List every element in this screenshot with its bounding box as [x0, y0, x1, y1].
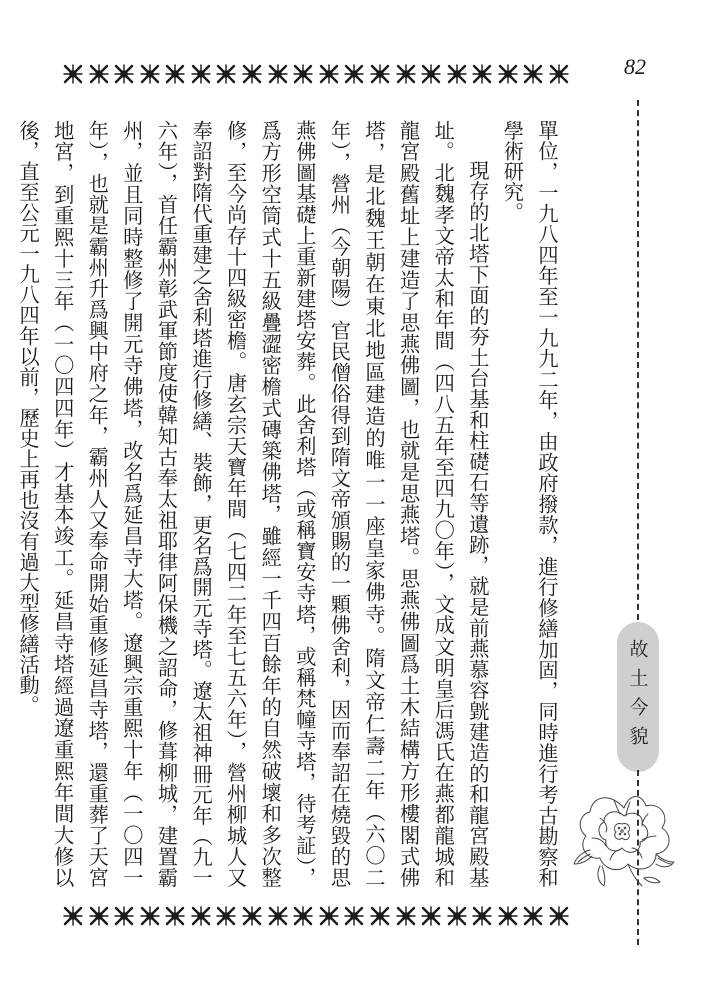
- asterisk-ornament-icon: [548, 63, 570, 85]
- asterisk-ornament-icon: [164, 63, 186, 85]
- asterisk-ornament-icon: [190, 63, 212, 85]
- asterisk-ornament-icon: [62, 905, 84, 927]
- section-tab: [617, 622, 659, 772]
- asterisk-ornament-icon: [369, 63, 391, 85]
- asterisk-ornament-icon: [139, 63, 161, 85]
- asterisk-ornament-icon: [446, 63, 468, 85]
- asterisk-ornament-icon: [113, 905, 135, 927]
- asterisk-ornament-icon: [164, 905, 186, 927]
- asterisk-ornament-icon: [471, 63, 493, 85]
- body-paragraph: 現存的北塔下面的夯土台基和柱礎石等遺跡，就是前燕慕容皝建造的和龍宮殿基址。北魏孝文帝太和年間（四八五年至四九〇年），文成文明皇后馮氏在燕都龍城和龍宮殿舊址上建造了思燕佛圖，也就是思燕塔。思燕佛圖爲土木結構方形樓閣式佛塔，是北魏王朝在東北地區建造的唯一一座皇家佛寺。隋文帝仁壽二年（六〇二年），營州（今朝陽）官民僧俗得到隋文帝頒賜的一顆佛舍利，因而奉詔在燒毀的思燕佛圖基礎上重新建塔安葬。此舍利塔（或稱寶安寺塔，或稱梵幢寺塔，待考証），爲方形空筒式十五級疊澀密檐式磚築佛塔，雖經一千四百餘年的自然破壞和多次整修，至今尚存十四級密檐。唐玄宗天寶年間（七四二年至七五六年），營州柳城人又奉詔對隋代重建之舍利塔進行修繕、裝飾，更名爲開元寺塔。遼太祖神冊元年（九一六年），首任霸州彰武軍節度使韓知古奉太祖耶律阿保機之詔命，修葺柳城，建置霸州，並且同時整修了開元寺佛塔，改名爲延昌寺大塔。遼興宗重熙十年（一〇四一年），也就是霸州升爲興中府之年，霸州人又奉命開始重修延昌寺塔，還重葬了天宮地宮，到重熙十三年（一〇四四年）才基本竣工。延昌寺塔經過遼重熙年間大修以後，直至公元一九八四年以前，歷史上再也沒有過大型修繕活動。: [16, 120, 490, 888]
- asterisk-ornament-icon: [446, 905, 468, 927]
- asterisk-ornament-icon: [369, 905, 391, 927]
- body-paragraph: 單位，一九八四年至一九九二年，由政府撥款，進行修繕加固，同時進行考古勘察和學術研究。: [500, 120, 559, 888]
- asterisk-ornament-icon: [292, 63, 314, 85]
- vertical-body-text: [16, 120, 564, 888]
- asterisk-ornament-icon: [241, 905, 263, 927]
- asterisk-ornament-icon: [88, 905, 110, 927]
- asterisk-ornament-icon: [497, 63, 519, 85]
- asterisk-ornament-icon: [292, 905, 314, 927]
- asterisk-ornament-icon: [343, 63, 365, 85]
- asterisk-ornament-icon: [241, 63, 263, 85]
- section-tab-label: 故土今貌: [626, 639, 649, 755]
- asterisk-ornament-icon: [267, 905, 289, 927]
- asterisk-ornament-icon: [62, 63, 84, 85]
- margin-dashed-line-upper: [637, 100, 639, 620]
- asterisk-ornament-icon: [522, 63, 544, 85]
- top-ornament-border: [62, 62, 570, 86]
- asterisk-ornament-icon: [548, 905, 570, 927]
- asterisk-ornament-icon: [267, 63, 289, 85]
- bottom-ornament-border: [62, 904, 570, 928]
- asterisk-ornament-icon: [215, 63, 237, 85]
- asterisk-ornament-icon: [420, 63, 442, 85]
- asterisk-ornament-icon: [318, 63, 340, 85]
- asterisk-ornament-icon: [497, 905, 519, 927]
- asterisk-ornament-icon: [215, 905, 237, 927]
- asterisk-ornament-icon: [471, 905, 493, 927]
- page-number: 82: [624, 54, 646, 79]
- asterisk-ornament-icon: [190, 905, 212, 927]
- asterisk-ornament-icon: [318, 905, 340, 927]
- asterisk-ornament-icon: [113, 63, 135, 85]
- asterisk-ornament-icon: [343, 905, 365, 927]
- asterisk-ornament-icon: [420, 905, 442, 927]
- asterisk-ornament-icon: [88, 63, 110, 85]
- peony-flower-icon: [570, 778, 678, 890]
- asterisk-ornament-icon: [395, 905, 417, 927]
- asterisk-ornament-icon: [522, 905, 544, 927]
- asterisk-ornament-icon: [139, 905, 161, 927]
- asterisk-ornament-icon: [395, 63, 417, 85]
